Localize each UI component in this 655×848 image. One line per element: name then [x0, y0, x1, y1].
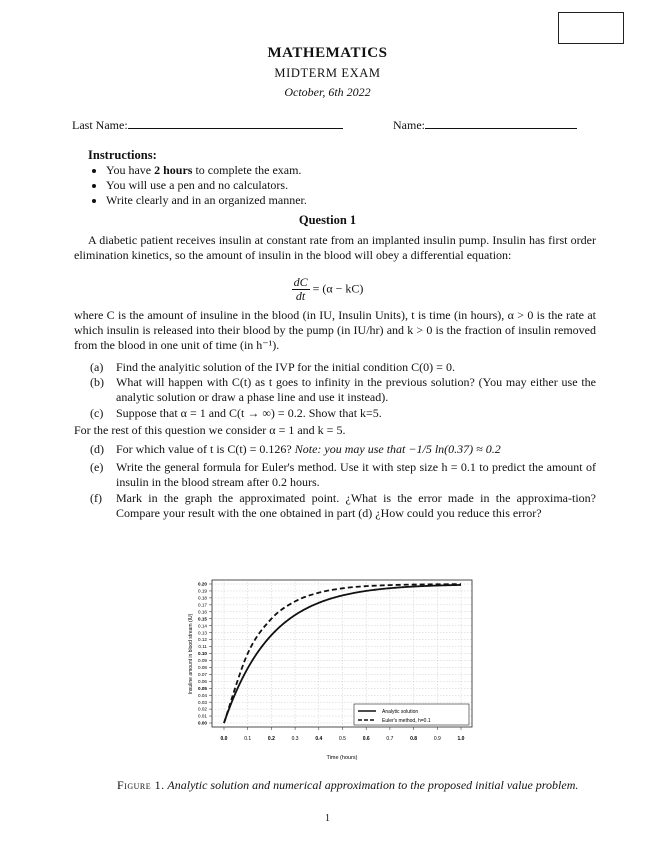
question-part-c: (c) Suppose that α = 1 and C(t → ∞) = 0.2. Show that k=5.: [90, 406, 382, 420]
question-part-d: (d) For which value of t is C(t) = 0.126? Note: you may use that −1/5 ln(0.37) ≈ 0.2: [90, 442, 501, 456]
x-tick-label: 0.1: [244, 736, 252, 742]
y-tick-label: 0.00: [198, 720, 207, 726]
last-name-label: Last Name:: [72, 118, 128, 132]
differential-equation: [0, 276, 655, 303]
x-tick-label: 0.9: [433, 736, 441, 742]
x-axis-ticks: [221, 727, 465, 742]
question-intro: A diabetic patient receives insulin at constant rate from an implanted insulin pump. Insulin has first order elimination kinetics, so the amount of insulin in the blood will obey a differential equation:: [74, 233, 596, 262]
y-tick-label: 0.15: [198, 616, 207, 622]
figure-label: Figure 1.: [117, 778, 165, 792]
y-tick-label: 0.18: [198, 595, 207, 601]
insulin-chart: [186, 578, 476, 763]
figure-caption-text: Analytic solution and numerical approximation to the proposed initial value problem.: [164, 778, 579, 792]
x-tick-label: 0.3: [291, 736, 299, 742]
eq-numerator: dC: [293, 275, 308, 289]
instructions-list: [88, 163, 307, 208]
eq-denominator: dt: [295, 289, 306, 303]
y-tick-label: 0.19: [198, 588, 207, 594]
part-d-hint: Note: you may use that −1/5 ln(0.37) ≈ 0.2: [294, 442, 501, 456]
eq-rhs: = (α − kC): [312, 281, 364, 296]
legend-euler: Euler's method, h=0.1: [382, 718, 431, 724]
y-tick-label: 0.14: [198, 623, 207, 629]
y-tick-label: 0.10: [198, 651, 207, 657]
instruction-item: • You will use a pen and no calculators.: [106, 178, 307, 193]
name-field[interactable]: [393, 118, 577, 133]
question-part-f: (f) Mark in the graph the approximated point. ¿What is the error made in the approxima-tion? Compare your result with the one obtained in part (d) ¿How could you reduce this error?: [90, 491, 596, 520]
question-title: Question 1: [298, 213, 357, 227]
y-tick-label: 0.16: [198, 609, 207, 615]
y-tick-label: 0.17: [198, 602, 207, 608]
y-tick-label: 0.07: [198, 671, 207, 677]
question-part-e: (e) Write the general formula for Euler's method. Use it with step size h = 0.1 to predict the amount of insulin in the blood stream after 0.2 hours.: [90, 460, 596, 489]
name-line[interactable]: [425, 118, 577, 129]
x-tick-label: 0.5: [339, 736, 346, 742]
exam-type: MIDTERM EXAM: [274, 66, 381, 80]
question-definitions: where C is the amount of insuline in the blood (in IU, Insulin Units), t is time (in hours), α > 0 is the rate at which insulin is released into their blood by the pump (in IU/hr) and k > 0 is the fraction of insulin removed from the blood in one unit of time (in h⁻¹).: [74, 308, 596, 352]
y-tick-label: 0.01: [198, 713, 207, 719]
y-axis-ticks: [198, 582, 212, 726]
last-name-field[interactable]: [72, 118, 343, 133]
instructions-title: Instructions:: [88, 148, 157, 162]
x-tick-label: 0.7: [386, 736, 394, 742]
y-tick-label: 0.04: [198, 692, 207, 698]
y-tick-label: 0.06: [198, 678, 207, 684]
figure-caption: [117, 778, 587, 793]
x-axis-label: Time (hours): [326, 755, 358, 761]
score-box: [558, 12, 624, 44]
x-tick-label: 0.4: [315, 736, 323, 742]
y-tick-label: 0.09: [198, 658, 207, 664]
x-tick-label: 1.0: [457, 736, 465, 742]
y-axis-label: Insuline amount in blood stream (IU): [188, 613, 194, 695]
question-part-a: (a) Find the analyitic solution of the IVP for the initial condition C(0) = 0.: [90, 360, 455, 374]
rest-of-question-note: For the rest of this question we consider α = 1 and k = 5.: [74, 423, 346, 437]
y-tick-label: 0.08: [198, 665, 207, 670]
y-tick-label: 0.05: [198, 685, 207, 691]
last-name-line[interactable]: [128, 118, 343, 129]
exam-date: October, 6th 2022: [284, 85, 371, 99]
instruction-item: • You have 2 hours to complete the exam.: [106, 163, 307, 178]
y-tick-label: 0.20: [198, 581, 207, 587]
y-tick-label: 0.11: [198, 644, 207, 650]
chart-legend: [354, 704, 469, 725]
y-tick-label: 0.12: [198, 637, 207, 643]
x-tick-label: 0.0: [220, 736, 228, 742]
exam-subject: MATHEMATICS: [267, 45, 388, 61]
y-tick-label: 0.13: [198, 630, 207, 636]
instruction-item: • Write clearly and in an organized manner.: [106, 193, 307, 208]
x-tick-label: 0.6: [362, 736, 370, 742]
y-tick-label: 0.02: [198, 706, 207, 712]
legend-analytic: Analytic solution: [382, 709, 419, 715]
page-number: 1: [325, 813, 330, 824]
x-tick-label: 0.8: [410, 736, 418, 742]
x-tick-label: 0.2: [267, 736, 275, 742]
name-label: Name:: [393, 118, 425, 132]
y-tick-label: 0.03: [198, 699, 207, 705]
question-part-b: (b) What will happen with C(t) as t goes to infinity in the previous solution? (You may either use the analytic solution or draw a phase line and use it instead).: [90, 375, 596, 404]
